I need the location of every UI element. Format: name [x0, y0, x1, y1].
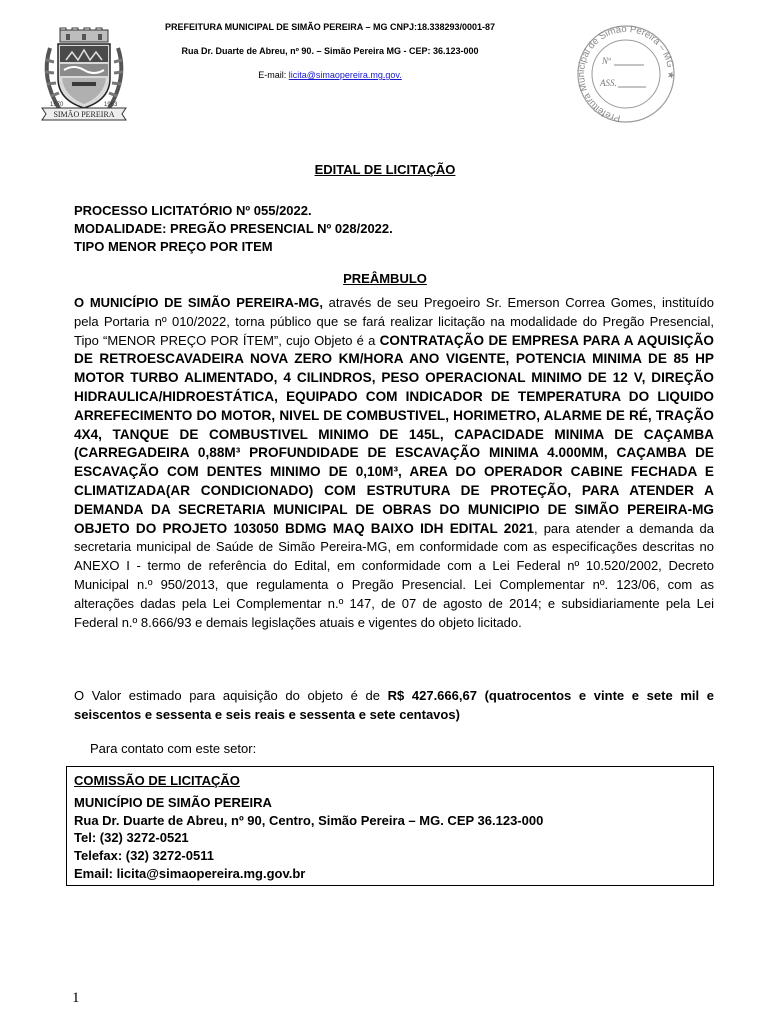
coat-year-right: 1963	[104, 102, 118, 108]
letterhead	[130, 22, 530, 80]
preamble-intro: através de seu Pregoeiro Sr. Emerson Correa Gomes, instituído pela Portaria nº 010/2022, torna público que se fará realizar licitação na modalidade do Pregão Presencial, Tipo “MENOR PREÇO POR ÍTEM”, cujo Objeto é a	[74, 295, 714, 348]
coat-year-left: 1970	[50, 102, 64, 108]
contact-fax: Telefax: (32) 3272-0511	[74, 848, 214, 864]
process-type: TIPO MENOR PREÇO POR ITEM	[74, 239, 273, 254]
stamp-no-label: Nº	[602, 56, 611, 66]
svg-text:Prefeitura Municipal de Simão	[576, 24, 676, 124]
value-in-words: (quatrocentos e vinte e sete mil e seiscentos e sessenta e seis reais e sessenta e sete centavos)	[74, 688, 715, 722]
value-intro: O Valor estimado para aquisição do objeto é de	[74, 688, 388, 703]
value-amount: R$ 427.666,67	[387, 688, 477, 703]
contact-title: COMISSÃO DE LICITAÇÃO	[74, 773, 240, 788]
stamp-ring-text: Prefeitura Municipal de Simão Pereira – MG ★	[576, 24, 677, 124]
process-info	[74, 202, 393, 256]
letterhead-line-2: Rua Dr. Duarte de Abreu, nº 90. – Simão Pereira MG - CEP: 36.123-000	[181, 46, 479, 56]
protocol-stamp-icon	[566, 24, 686, 124]
process-number: PROCESSO LICITATÓRIO Nº 055/2022.	[74, 203, 312, 218]
contact-intro: Para contato com este setor:	[90, 741, 257, 756]
preamble-object: CONTRATAÇÃO DE EMPRESA PARA A AQUISIÇÃO DE RETROESCAVADEIRA NOVA ZERO KM/HORA ANO VIGENTE, POTENCIA MINIMA DE 85 HP MOTOR TURBO ALIMENTADO, 4 CILINDROS, PESO OPERACIONAL MINIMO DE 12 V, DIREÇÃO HIDRAULICA/HIDROESTÁTICA, EQUIPADO COM INDICADOR DE TEMPERATURA DO LIQUIDO ARREFECIMENTO DO MOTOR, NIVEL DE COMBUSTIVEL, HORIMETRO, ALARME DE RÉ, TRAÇÃO 4X4, TANQUE DE COMBUSTIVEL MINIMO DE 145L, CAPACIDADE MINIMA DE CAÇAMBA (CARREGADEIRA 0,88M³ PROFUNDIDADE DE ESCAVAÇÃO MINIMA 4.000MM, CAÇAMBA DE ESCAVAÇÃO COM DENTES MINIMO DE 0,10M³, AREA DO OPERADOR CABINE FECHADA E CLIMATIZADA(AR CONDICIONADO) COM ESTRUTURA DE PROTEÇÃO, PARA ATENDER A DEMANDA DA SECRETARIA MUNICIPAL DE OBRAS DO MUNICIPIO DE SIMÃO PEREIRA-MG OBJETO DO PROJETO 103050 BDMG MAQ BAIXO IDH EDITAL 2021	[74, 332, 714, 536]
preamble-municipality: O MUNICÍPIO DE SIMÃO PEREIRA-MG,	[74, 295, 323, 310]
coat-banner-text: SIMÃO PEREIRA	[53, 110, 115, 119]
document-title: EDITAL DE LICITAÇÃO	[314, 162, 456, 177]
letterhead-line-1: PREFEITURA MUNICIPAL DE SIMÃO PEREIRA – MG CNPJ:18.338293/0001-87	[164, 22, 496, 32]
page-number: 1	[72, 990, 80, 1006]
contact-email: Email: licita@simaopereira.mg.gov.br	[74, 865, 306, 881]
stamp-ass-label: ASS.	[600, 78, 617, 88]
email-link[interactable]: licita@simaopereira.mg.gov.	[288, 70, 402, 80]
contact-org: MUNICÍPIO DE SIMÃO PEREIRA	[74, 794, 272, 810]
letterhead-email-line	[130, 70, 530, 80]
contact-tel: Tel: (32) 3272-0521	[74, 830, 189, 846]
email-label: E-mail:	[258, 70, 289, 80]
process-modality: MODALIDADE: PREGÃO PRESENCIAL Nº 028/2022.	[74, 221, 393, 236]
coat-of-arms-icon	[36, 26, 132, 122]
contact-address: Rua Dr. Duarte de Abreu, nº 90, Centro, Simão Pereira – MG. CEP 36.123-000	[74, 812, 544, 828]
contact-box	[66, 766, 714, 886]
preamble-rest: , para atender a demanda da secretaria municipal de Saúde de Simão Pereira-MG, em conformidade com as especificações descritas no ANEXO I - termo de referência do Edital, em conformidade com a Lei Federal nº 10.520/2002, Decreto Municipal n.º 950/2013, que regulamenta o Pregão Presencial. Lei Complementar nº. 123/06, com as alterações dadas pela Lei Complementar n.º 147, de 07 de agosto de 2014; e subsidiariamente pela Lei Federal n.º 8.666/93 e demais legislações atuais e vigentes do objeto licitado.	[74, 520, 714, 630]
preamble-title: PREÂMBULO	[343, 271, 427, 286]
estimated-value-paragraph	[74, 687, 714, 724]
preamble-paragraph	[74, 294, 714, 632]
